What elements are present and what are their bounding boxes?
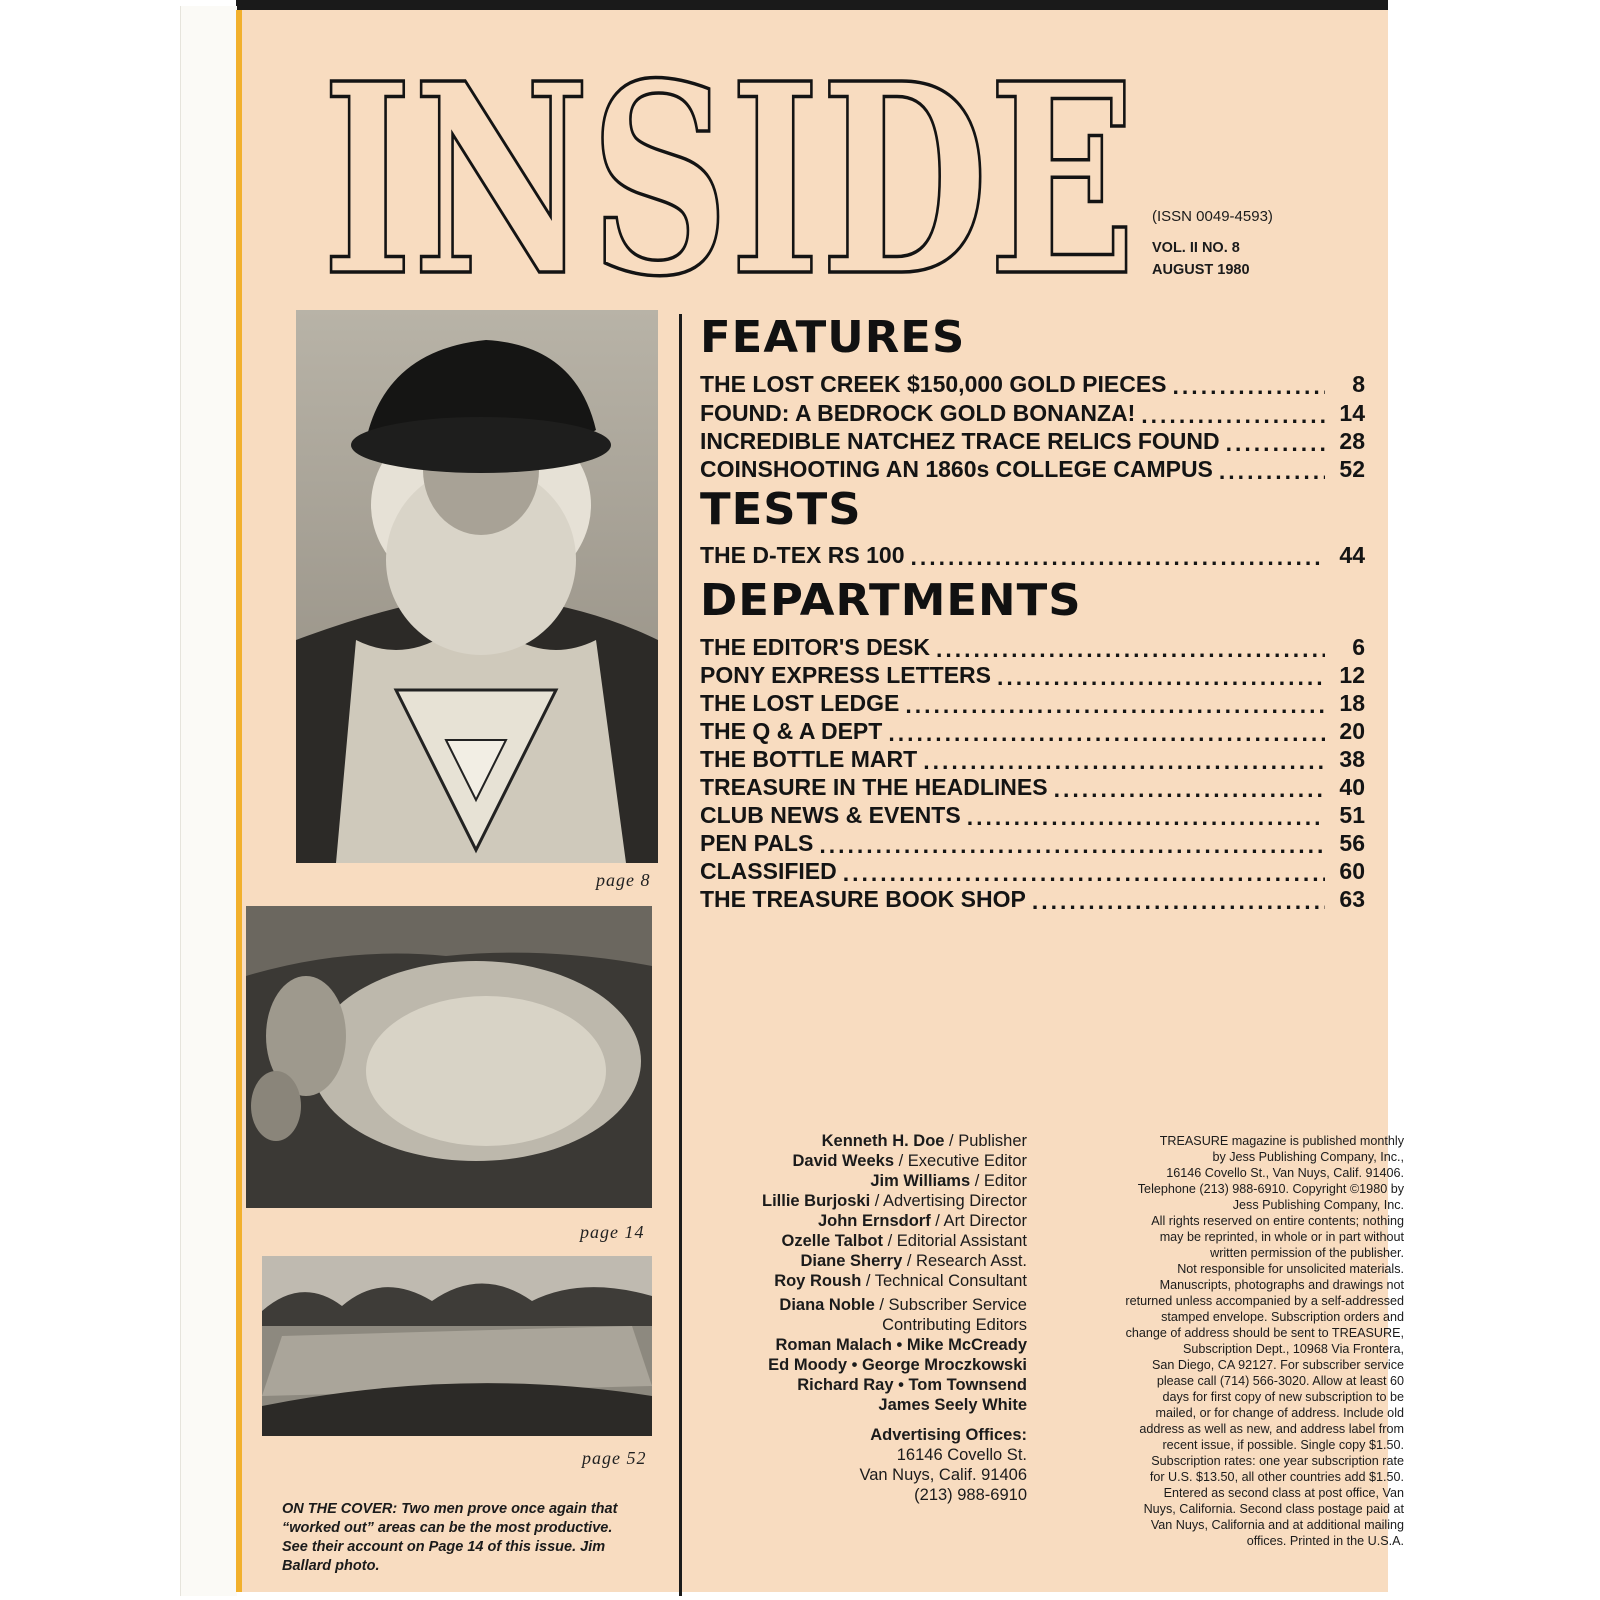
notice-line: Nuys, California. Second class postage paid at: [1143, 1502, 1404, 1516]
masthead-title-text: INSIDE: [322, 34, 1136, 294]
toc-title: THE EDITOR'S DESK: [700, 634, 930, 660]
campus-photo: [262, 1256, 652, 1436]
toc-page: 18: [1339, 690, 1365, 716]
staff-name: Lillie Burjoski: [761, 1192, 871, 1210]
contributing-heading: Contributing Editors: [882, 1316, 1027, 1334]
notice-line: address as well as new, and address label from: [1139, 1422, 1404, 1436]
staff-name: Ozelle Talbot: [781, 1232, 884, 1250]
staff-name: Diana Noble: [779, 1296, 875, 1314]
toc-page: 20: [1339, 718, 1365, 744]
notice-line: written permission of the publisher.: [1210, 1246, 1404, 1260]
cover-note: ON THE COVER: Two men prove once again that “worked out” areas can be the most productive. See their account on Page 14 of this issue. Jim Ballard photo.: [282, 1501, 618, 1574]
dot-leader: [1173, 375, 1325, 398]
contributing-line: Ed Moody • George Mroczkowski: [768, 1356, 1027, 1374]
dot-leader: [1054, 778, 1325, 801]
staff-role: / Research Asst.: [902, 1252, 1027, 1270]
dot-leader: [1219, 460, 1325, 483]
photo-caption-page-8: page 8: [596, 870, 651, 890]
staff-line: [793, 1151, 1027, 1171]
advertising-address: 16146 Covello St.: [896, 1446, 1027, 1464]
toc-entry[interactable]: [700, 857, 1365, 885]
staff-line: [870, 1171, 1027, 1191]
notice-line: change of address should be sent to TREASURE,: [1125, 1326, 1404, 1340]
toc-page: 8: [1352, 371, 1365, 397]
photo-caption-page-14: page 14: [580, 1222, 645, 1242]
toc-entry[interactable]: [700, 801, 1365, 829]
masthead-title: [320, 34, 1140, 294]
tests-heading: TESTS: [700, 484, 862, 535]
notice-line: Telephone (213) 988-6910. Copyright ©1980 by: [1137, 1182, 1404, 1196]
staff-name: Roy Roush: [774, 1272, 862, 1290]
toc-page: 12: [1339, 662, 1365, 688]
toc-title: THE TREASURE BOOK SHOP: [700, 886, 1026, 912]
dot-leader: [819, 834, 1325, 857]
notice-line: days for first copy of new subscription to be: [1162, 1390, 1404, 1404]
dot-leader: [923, 750, 1325, 773]
toc-title: CLUB NEWS & EVENTS: [700, 802, 961, 828]
dot-leader: [911, 546, 1326, 569]
issn: (ISSN 0049-4593): [1152, 208, 1273, 225]
notice-line: may be reprinted, in whole or in part without: [1159, 1230, 1404, 1244]
notice-line: Van Nuys, California and at additional mailing: [1150, 1518, 1404, 1532]
toc-title: THE LOST LEDGE: [700, 690, 900, 716]
toc-page: 60: [1339, 858, 1365, 884]
staff-name: Kenneth H. Doe: [821, 1132, 945, 1150]
staff-line: [762, 1191, 1027, 1211]
staff-name: David Weeks: [792, 1152, 895, 1170]
staff-role: / Art Director: [930, 1212, 1027, 1230]
bedrock-photo: [246, 906, 652, 1208]
dot-leader: [1032, 890, 1325, 913]
toc-entry[interactable]: [700, 399, 1365, 427]
toc-page: 56: [1339, 830, 1365, 856]
dot-leader: [967, 806, 1325, 829]
publisher-notice: [1064, 1133, 1404, 1549]
dot-leader: [997, 666, 1325, 689]
toc-title: CLASSIFIED: [700, 858, 837, 884]
staff-line: [782, 1231, 1027, 1251]
toc-entry[interactable]: [700, 717, 1365, 745]
toc-entry[interactable]: [700, 541, 1365, 569]
notice-line: please call (714) 566-3020. Allow at least 60: [1156, 1374, 1404, 1388]
notice-line: Not responsible for unsolicited materials.: [1177, 1262, 1404, 1276]
issue-date: AUGUST 1980: [1152, 262, 1250, 278]
notice-line: by Jess Publishing Company, Inc.,: [1212, 1150, 1404, 1164]
toc-page: 51: [1339, 802, 1365, 828]
notice-line: stamped envelope. Subscription orders and: [1161, 1310, 1404, 1324]
advertising-city: Van Nuys, Calif. 91406: [859, 1466, 1027, 1484]
staff-role: / Executive Editor: [894, 1152, 1027, 1170]
dot-leader: [936, 638, 1325, 661]
staff-role: / Advertising Director: [870, 1192, 1027, 1210]
notice-line: Manuscripts, photographs and drawings not: [1159, 1278, 1404, 1292]
notice-line: All rights reserved on entire contents; nothing: [1151, 1214, 1404, 1228]
toc-entry[interactable]: [700, 745, 1365, 773]
toc-entry[interactable]: [700, 885, 1365, 913]
notice-line: recent issue, if possible. Single copy $1.50.: [1162, 1438, 1404, 1452]
toc-entry[interactable]: [700, 773, 1365, 801]
dot-leader: [905, 694, 1325, 717]
dot-leader: [888, 722, 1325, 745]
staff-role: / Technical Consultant: [861, 1272, 1027, 1290]
toc-entry[interactable]: [700, 661, 1365, 689]
notice-line: Jess Publishing Company, Inc.: [1232, 1198, 1404, 1212]
photo-caption-page-52: page 52: [582, 1448, 647, 1468]
staff-name: John Ernsdorf: [817, 1212, 931, 1230]
toc-title: PEN PALS: [700, 830, 814, 856]
dot-leader: [1226, 432, 1325, 455]
staff-line: [800, 1251, 1027, 1271]
spine-edge: [236, 10, 242, 1592]
toc-page: 63: [1339, 886, 1365, 912]
toc-page: 6: [1352, 634, 1365, 660]
toc-title: COINSHOOTING AN 1860s COLLEGE CAMPUS: [700, 456, 1213, 482]
features-heading: FEATURES: [700, 312, 966, 363]
toc-title: THE LOST CREEK $150,000 GOLD PIECES: [700, 371, 1167, 397]
notice-line: 16146 Covello St., Van Nuys, Calif. 91406.: [1166, 1166, 1404, 1180]
staff-line: [779, 1295, 1027, 1315]
staff-line: [818, 1211, 1027, 1231]
toc-entry[interactable]: [700, 370, 1365, 398]
toc-title: FOUND: A BEDROCK GOLD BONANZA!: [700, 400, 1136, 426]
toc-entry[interactable]: [700, 633, 1365, 661]
toc-entry[interactable]: [700, 427, 1365, 455]
toc-page: 44: [1339, 542, 1365, 568]
notice-line: San Diego, CA 92127. For subscriber service: [1152, 1358, 1404, 1372]
toc-title: THE Q & A DEPT: [700, 718, 883, 744]
toc-entry[interactable]: [700, 689, 1365, 717]
notice-line: Subscription Dept., 10968 Via Frontera,: [1183, 1342, 1404, 1356]
toc-title: TREASURE IN THE HEADLINES: [700, 774, 1048, 800]
toc-page: 40: [1339, 774, 1365, 800]
toc-page: 28: [1339, 428, 1365, 454]
toc-title: THE BOTTLE MART: [700, 746, 918, 772]
portrait-photo: [296, 310, 658, 863]
staff-role: / Publisher: [944, 1132, 1027, 1150]
staff-name: Diane Sherry: [800, 1252, 903, 1270]
notice-line: for U.S. $13.50, all other countries add $1.50.: [1149, 1470, 1404, 1484]
staff-role: / Subscriber Service: [874, 1296, 1027, 1314]
advertising-phone: (213) 988-6910: [914, 1486, 1027, 1504]
staff-role: / Editorial Assistant: [883, 1232, 1027, 1250]
staff-role: / Editor: [970, 1172, 1027, 1190]
contributing-line: James Seely White: [878, 1396, 1027, 1414]
departments-heading: DEPARTMENTS: [700, 575, 1082, 626]
staff-name: Jim Williams: [870, 1172, 971, 1190]
scan-top-edge: [236, 0, 1388, 10]
toc-title: PONY EXPRESS LETTERS: [700, 662, 991, 688]
notice-line: mailed, or for change of address. Include old: [1155, 1406, 1404, 1420]
notice-line: returned unless accompanied by a self-addressed: [1125, 1294, 1404, 1308]
toc-page: 14: [1339, 400, 1365, 426]
previous-page-edge: [180, 6, 237, 1596]
toc-title: INCREDIBLE NATCHEZ TRACE RELICS FOUND: [700, 428, 1220, 454]
contributing-line: Richard Ray • Tom Townsend: [797, 1376, 1027, 1394]
notice-line: offices. Printed in the U.S.A.: [1246, 1534, 1404, 1548]
staff-line: [822, 1131, 1027, 1151]
notice-line: TREASURE magazine is published monthly: [1159, 1134, 1404, 1148]
column-divider: [679, 314, 682, 1596]
toc-entry[interactable]: [700, 829, 1365, 857]
notice-line: Entered as second class at post office, Van: [1163, 1486, 1404, 1500]
contributing-line: Roman Malach • Mike McCready: [775, 1336, 1027, 1354]
notice-line: Subscription rates: one year subscription rate: [1151, 1454, 1404, 1468]
dot-leader: [1141, 404, 1325, 427]
staff-line: [774, 1271, 1027, 1291]
toc-page: 38: [1339, 746, 1365, 772]
dot-leader: [843, 862, 1325, 885]
toc-page: 52: [1339, 456, 1365, 482]
advertising-heading: Advertising Offices:: [870, 1426, 1027, 1444]
toc-entry[interactable]: [700, 455, 1365, 483]
volume-number: VOL. II NO. 8: [1152, 240, 1240, 256]
toc-title: THE D-TEX RS 100: [700, 542, 905, 568]
